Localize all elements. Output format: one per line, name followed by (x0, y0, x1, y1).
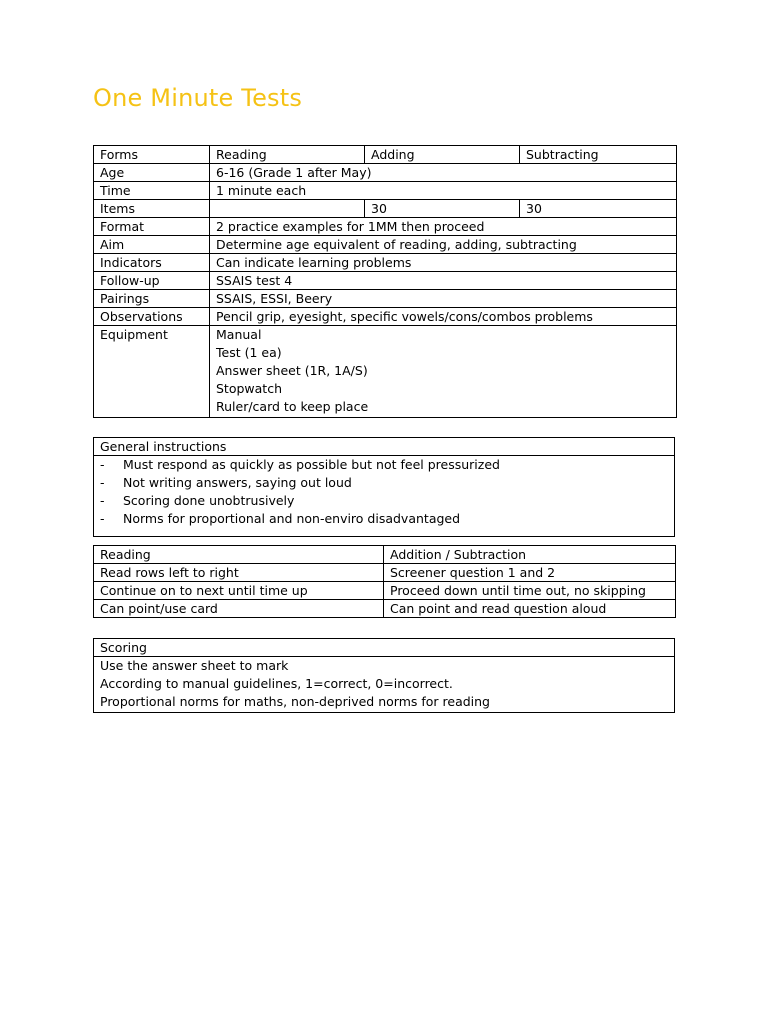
table-row (94, 254, 677, 272)
table-row (94, 456, 675, 537)
table-row (94, 146, 677, 164)
header-forms: Forms (94, 146, 210, 164)
table-row (94, 564, 676, 582)
row-label: Indicators (94, 254, 210, 272)
list-item-text: Scoring done unobtrusively (123, 493, 295, 508)
scoring-header: Scoring (94, 639, 675, 657)
list-item: Ruler/card to keep place (216, 399, 369, 414)
equipment-list (210, 326, 677, 418)
scoring-lines (94, 657, 675, 713)
bullet-dash: - (100, 457, 105, 472)
bullet-dash: - (100, 493, 105, 508)
row-value: 6-16 (Grade 1 after May) (210, 164, 677, 182)
row-value: 1 minute each (210, 182, 677, 200)
reading-cell: Can point/use card (94, 600, 384, 618)
header-reading: Reading (94, 546, 384, 564)
bullet-dash: - (100, 475, 105, 490)
general-instructions-table (93, 437, 675, 537)
table-row (94, 600, 676, 618)
test-overview-table (93, 145, 677, 418)
header-adding: Adding (365, 146, 520, 164)
row-label: Time (94, 182, 210, 200)
instructions-header: General instructions (94, 438, 675, 456)
list-item-text: Not writing answers, saying out loud (123, 475, 352, 490)
list-item (100, 474, 668, 492)
reading-cell: Read rows left to right (94, 564, 384, 582)
items-reading-cell (210, 200, 365, 218)
row-value: Determine age equivalent of reading, adding, subtracting (210, 236, 677, 254)
table-row (94, 200, 677, 218)
row-value: 2 practice examples for 1MM then proceed (210, 218, 677, 236)
row-label: Pairings (94, 290, 210, 308)
list-item (100, 456, 668, 474)
table-row (94, 546, 676, 564)
row-label: Follow-up (94, 272, 210, 290)
scoring-table (93, 638, 675, 713)
table-row (94, 272, 677, 290)
row-value: Pencil grip, eyesight, specific vowels/cons/combos problems (210, 308, 677, 326)
reading-cell: Continue on to next until time up (94, 582, 384, 600)
table-row (94, 290, 677, 308)
list-item: According to manual guidelines, 1=correct, 0=incorrect. (100, 676, 453, 691)
addition-cell: Can point and read question aloud (384, 600, 676, 618)
table-row (94, 639, 675, 657)
list-item: Stopwatch (216, 381, 282, 396)
list-item: Proportional norms for maths, non-deprived norms for reading (100, 694, 490, 709)
list-item: Manual (216, 327, 262, 342)
table-row (94, 182, 677, 200)
instructions-list (94, 456, 675, 537)
row-value: Can indicate learning problems (210, 254, 677, 272)
addition-cell: Screener question 1 and 2 (384, 564, 676, 582)
list-item (100, 510, 668, 528)
table-row (94, 438, 675, 456)
row-value: SSAIS, ESSI, Beery (210, 290, 677, 308)
list-item (100, 492, 668, 510)
list-item: Test (1 ea) (216, 345, 282, 360)
table-row (94, 164, 677, 182)
row-label: Items (94, 200, 210, 218)
row-label: Observations (94, 308, 210, 326)
table-row (94, 218, 677, 236)
page-title: One Minute Tests (93, 84, 303, 112)
table-row (94, 657, 675, 713)
table-row (94, 308, 677, 326)
items-adding-cell: 30 (365, 200, 520, 218)
bullet-dash: - (100, 511, 105, 526)
header-reading: Reading (210, 146, 365, 164)
addition-cell: Proceed down until time out, no skipping (384, 582, 676, 600)
header-addition-subtraction: Addition / Subtraction (384, 546, 676, 564)
items-subtracting-cell: 30 (520, 200, 677, 218)
row-label: Aim (94, 236, 210, 254)
table-row (94, 326, 677, 418)
comparison-table (93, 545, 676, 618)
table-row (94, 582, 676, 600)
row-label: Format (94, 218, 210, 236)
row-value: SSAIS test 4 (210, 272, 677, 290)
list-item: Use the answer sheet to mark (100, 658, 289, 673)
table-row (94, 236, 677, 254)
list-item-text: Must respond as quickly as possible but not feel pressurized (123, 457, 500, 472)
list-item: Answer sheet (1R, 1A/S) (216, 363, 368, 378)
row-label: Equipment (94, 326, 210, 418)
header-subtracting: Subtracting (520, 146, 677, 164)
row-label: Age (94, 164, 210, 182)
list-item-text: Norms for proportional and non-enviro disadvantaged (123, 511, 461, 526)
